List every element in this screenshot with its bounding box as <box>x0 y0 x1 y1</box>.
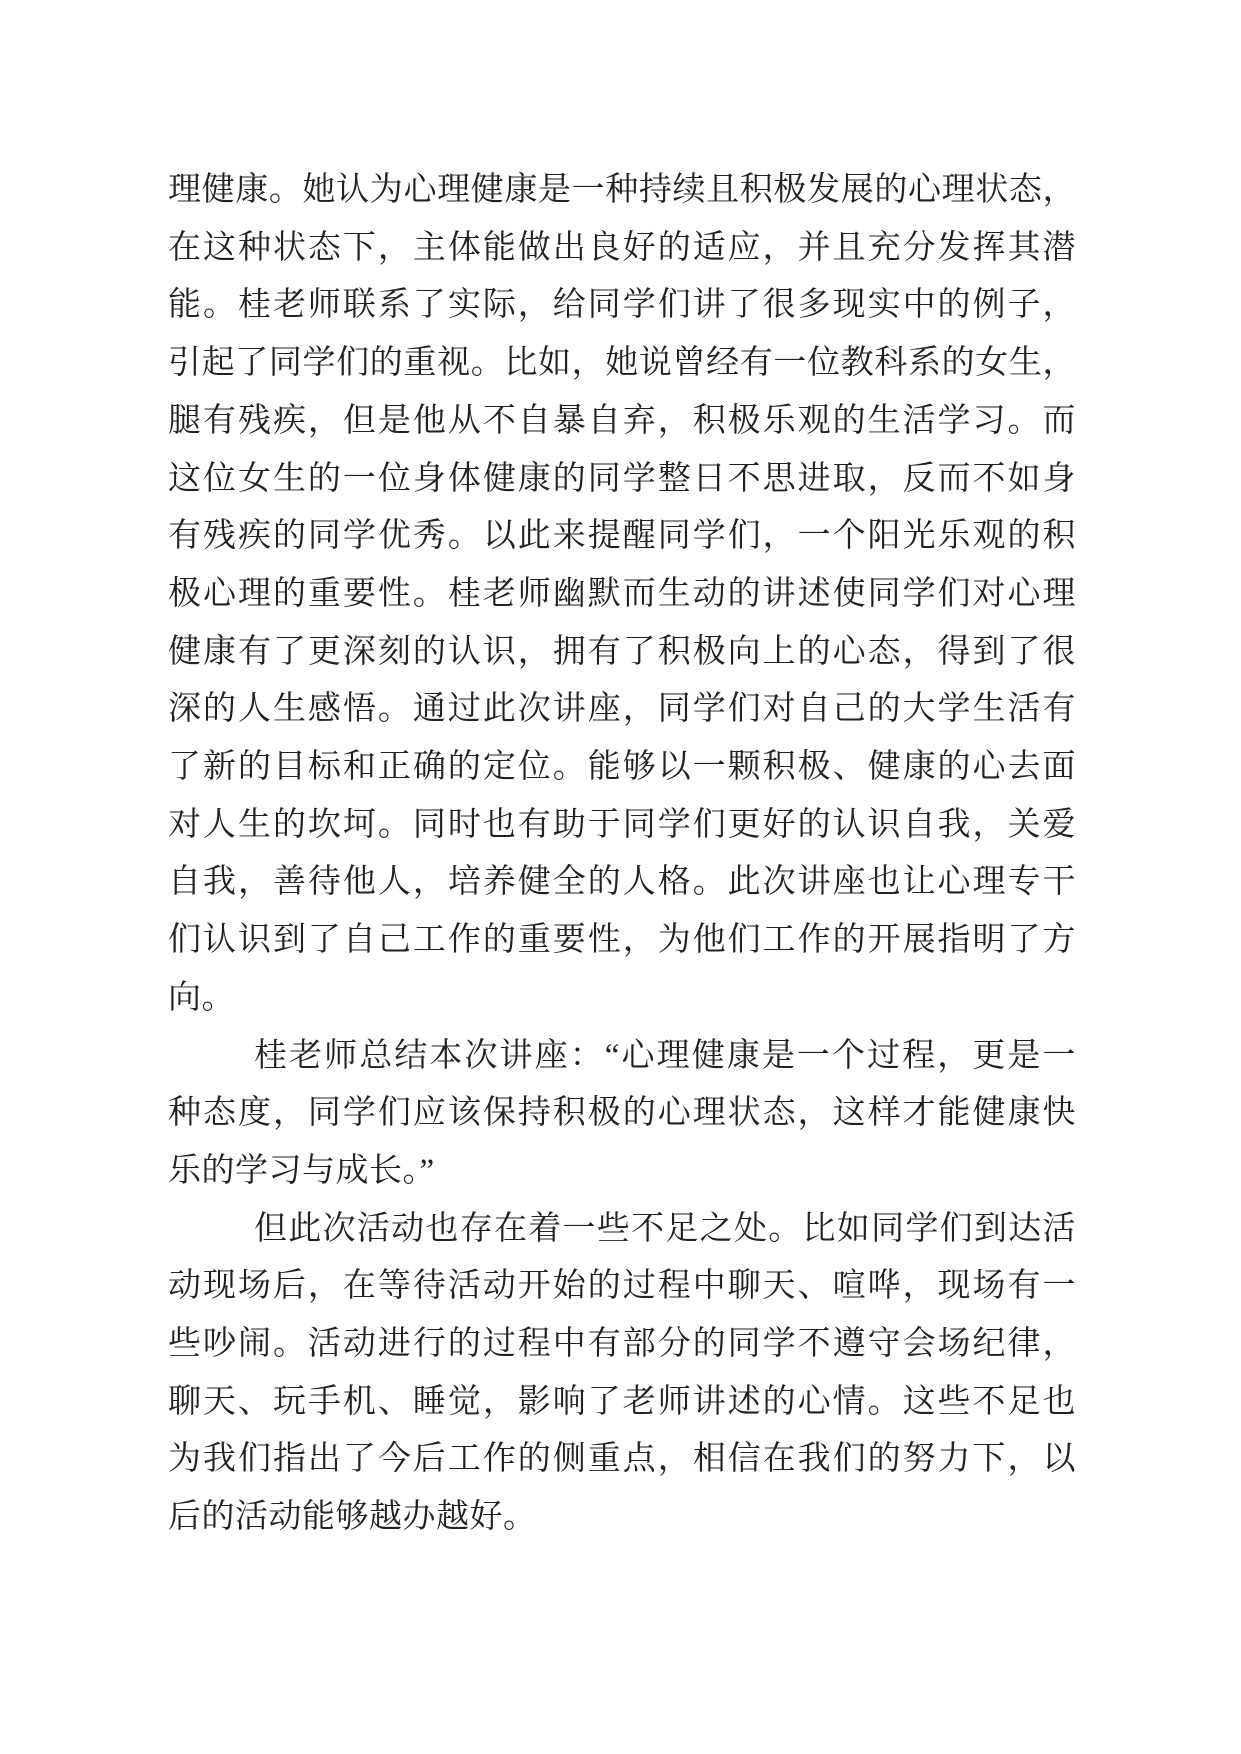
text-line: 腿有残疾，但是他从不自暴自弃，积极乐观的生活学习。而 <box>168 402 1076 439</box>
text-line: 向。 <box>168 979 235 1016</box>
text-line: 后的活动能够越办越好。 <box>168 1499 537 1536</box>
text-line: 健康有了更深刻的认识，拥有了积极向上的心态，得到了很 <box>168 633 1076 670</box>
text-line: 能。桂老师联系了实际，给同学们讲了很多现实中的例子， <box>168 287 1076 324</box>
text-line: 理健康。她认为心理健康是一种持续且积极发展的心理状态， <box>168 172 1076 208</box>
text-line: 深的人生感悟。通过此次讲座，同学们对自己的大学生活有 <box>168 691 1076 728</box>
text-line: 引起了同学们的重视。比如，她说曾经有一位教科系的女生， <box>168 345 1076 382</box>
paragraph <box>168 1201 1076 1547</box>
text-line: 聊天、玩手机、睡觉，影响了老师讲述的心情。这些不足也 <box>168 1383 1076 1420</box>
text-line: 桂老师总结本次讲座：“心理健康是一个过程，更是一 <box>254 1037 1076 1074</box>
text-line: 在这种状态下，主体能做出良好的适应，并且充分发挥其潜 <box>168 229 1076 266</box>
text-line: 乐的学习与成长。” <box>168 1152 435 1189</box>
text-line: 对人生的坎坷。同时也有助于同学们更好的认识自我，关爱 <box>168 806 1076 843</box>
text-line: 们认识到了自己工作的重要性，为他们工作的开展指明了方 <box>168 922 1076 959</box>
paragraph <box>168 1028 1076 1201</box>
text-line: 但此次活动也存在着一些不足之处。比如同学们到达活 <box>254 1210 1076 1247</box>
paragraph <box>168 162 1076 1028</box>
text-line: 这位女生的一位身体健康的同学整日不思进取，反而不如身 <box>168 460 1076 497</box>
document-text-body <box>168 162 1076 1547</box>
text-line: 了新的目标和正确的定位。能够以一颗积极、健康的心去面 <box>168 749 1076 786</box>
text-line: 种态度，同学们应该保持积极的心理状态，这样才能健康快 <box>168 1095 1076 1132</box>
text-line: 极心理的重要性。桂老师幽默而生动的讲述使同学们对心理 <box>168 575 1076 612</box>
text-line: 动现场后，在等待活动开始的过程中聊天、喧哗，现场有一 <box>168 1268 1076 1305</box>
text-line: 为我们指出了今后工作的侧重点，相信在我们的努力下，以 <box>168 1441 1076 1478</box>
text-line: 自我，善待他人，培养健全的人格。此次讲座也让心理专干 <box>168 864 1076 901</box>
text-line: 有残疾的同学优秀。以此来提醒同学们，一个阳光乐观的积 <box>168 518 1076 555</box>
text-line: 些吵闹。活动进行的过程中有部分的同学不遵守会场纪律， <box>168 1326 1076 1363</box>
